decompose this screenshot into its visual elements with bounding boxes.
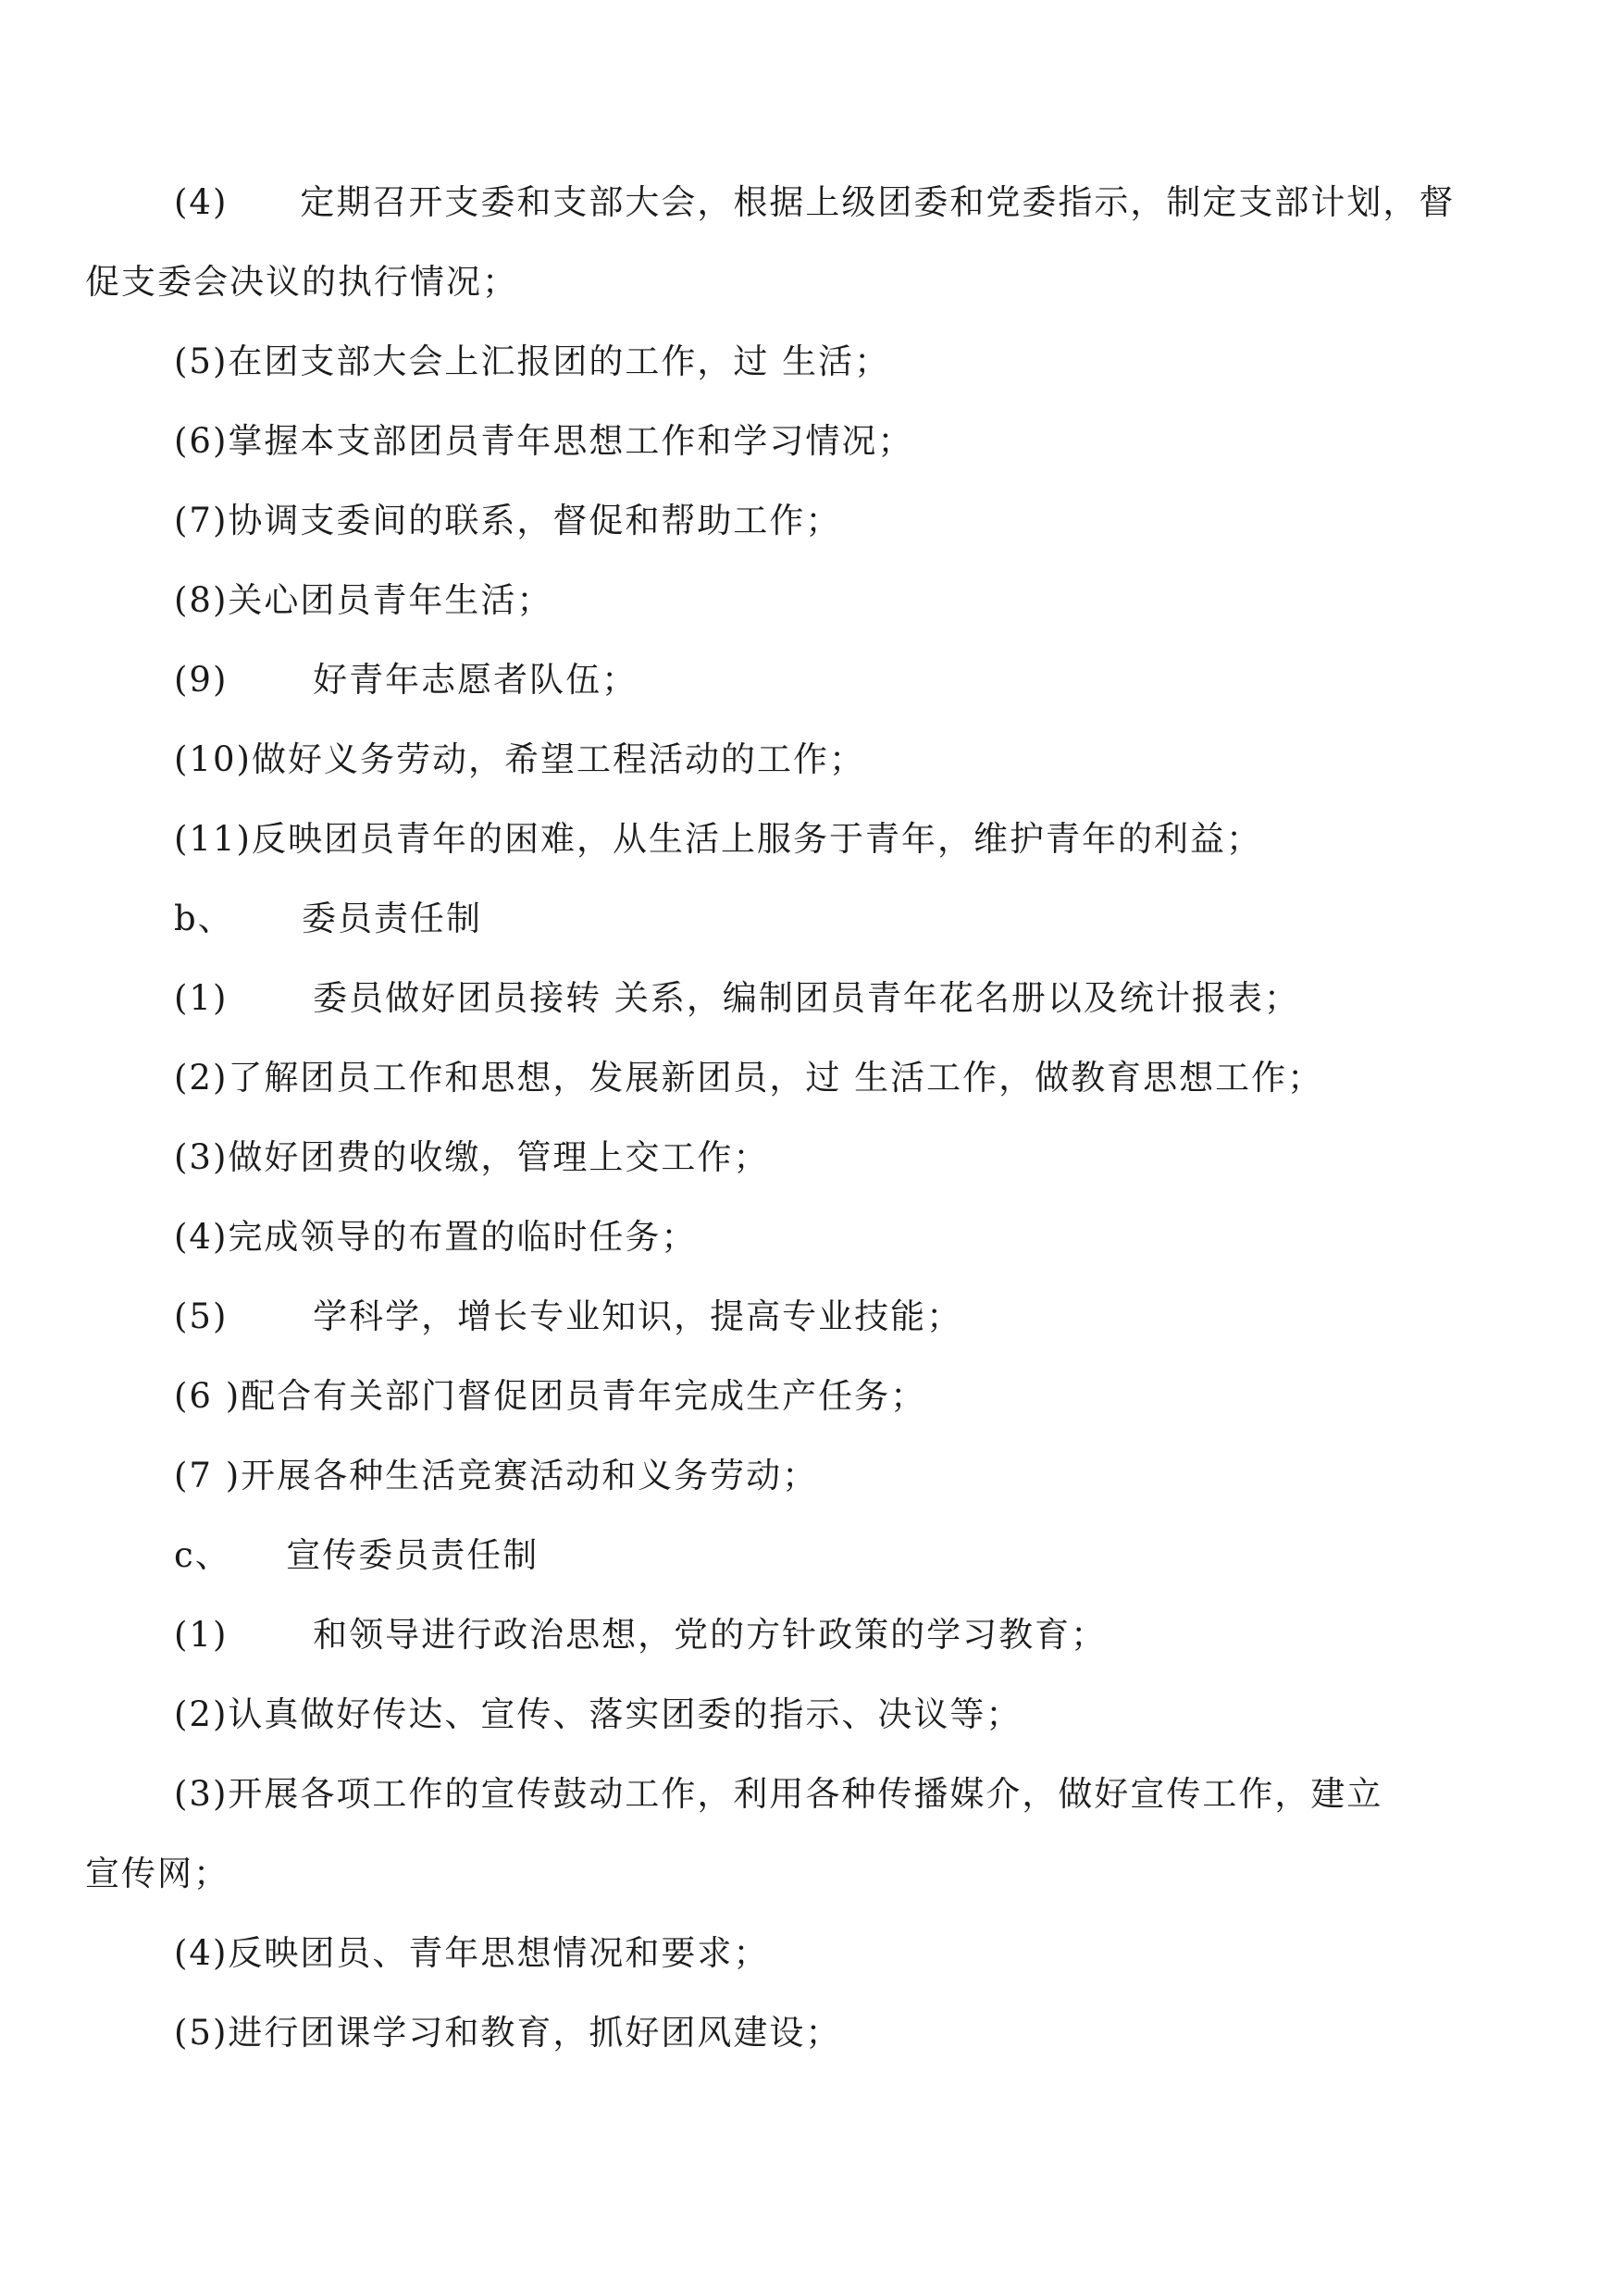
text-line: (11)反映团员青年的困难，从生活上服务于青年，维护青年的利益； [174, 819, 1262, 859]
text-line: (5)在团支部大会上汇报团的工作，过 生活； [174, 341, 891, 381]
text-line: (7 )开展各种生活竞赛活动和义务劳动； [174, 1456, 819, 1495]
text-line: (1) 和领导进行政治思想，党的方针政策的学习教育； [174, 1615, 1108, 1655]
text-line: (5)进行团课学习和教育，抓好团风建设； [174, 2013, 842, 2053]
text-line: (5) 学科学，增长专业知识，提高专业技能； [174, 1296, 963, 1336]
text-line: (3)做好团费的收缴，管理上交工作； [174, 1137, 770, 1177]
text-line: (4)完成领导的布置的临时任务； [174, 1217, 698, 1257]
section-heading: b、 委员责任制 [174, 899, 482, 938]
text-line: (9) 好青年志愿者队伍； [174, 660, 638, 700]
text-line: (4) 定期召开支委和支部大会，根据上级团委和党委指示，制定支部计划，督 [174, 182, 1456, 222]
text-line: (8)关心团员青年生活； [174, 580, 553, 620]
text-line: 宣传网； [85, 1854, 229, 1893]
text-line: (6 )配合有关部门督促团员青年完成生产任务； [174, 1376, 927, 1416]
text-line: 促支委会决议的执行情况； [85, 262, 518, 302]
text-line: (3)开展各项工作的宣传鼓动工作，利用各种传播媒介，做好宣传工作，建立 [174, 1774, 1383, 1814]
text-line: (2)了解团员工作和思想，发展新团员，过 生活工作，做教育思想工作； [174, 1058, 1324, 1098]
section-heading: c、 宣传委员责任制 [174, 1535, 539, 1575]
text-line: (2)认真做好传达、宣传、落实团委的指示、决议等； [174, 1694, 1023, 1734]
text-line: (7)协调支委间的联系，督促和帮助工作； [174, 501, 842, 540]
text-line: (10)做好义务劳动，希望工程活动的工作； [174, 739, 865, 779]
text-line: (6)掌握本支部团员青年思想工作和学习情况； [174, 421, 914, 461]
text-line: (4)反映团员、青年思想情况和要求； [174, 1933, 770, 1973]
text-line: (1) 委员做好团员接转 关系，编制团员青年花名册以及统计报表； [174, 978, 1300, 1018]
